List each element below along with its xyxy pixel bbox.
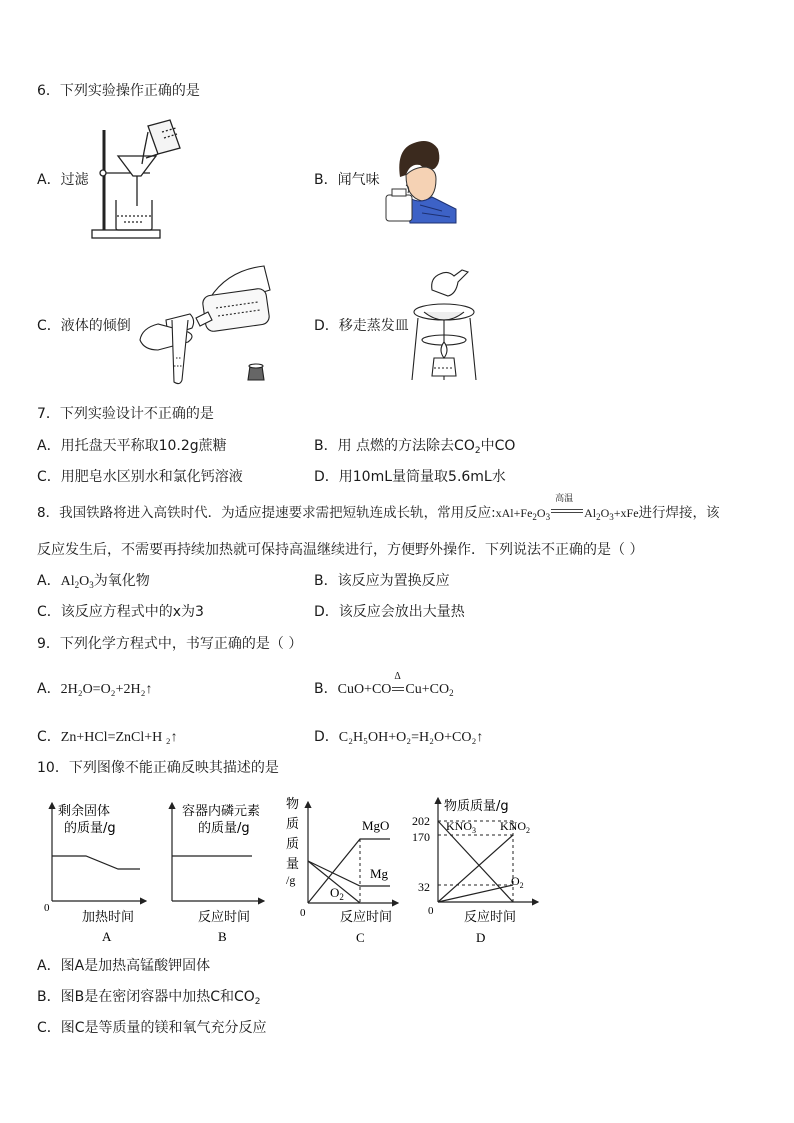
q10-option-a[interactable]: A．图A是加热高锰酸钾固体 (37, 958, 211, 974)
graph-c-caption: C (356, 930, 365, 945)
graph-d (408, 792, 544, 948)
q9-option-b[interactable]: B．CuO+CO Δ $Cu+CO_2$ (314, 671, 454, 698)
graph-d-tick-202: 202 (412, 814, 430, 828)
q6-option-a[interactable]: A．过滤 (37, 172, 89, 188)
pouring-liquid-illustration (138, 262, 278, 388)
q10-option-c[interactable]: C．图C是等质量的镁和氧气充分反应 (37, 1020, 267, 1036)
graph-d-ylabel: 物质质量/g (444, 799, 509, 814)
graph-b (158, 795, 280, 947)
q8-option-b[interactable]: B．该反应为置换反应 (314, 573, 450, 589)
graph-a-ylabel-1: 剩余固体 (58, 804, 111, 819)
graph-d-kno3-label: $KNO_3$ (446, 819, 476, 835)
q8-stem-line2: 反应发生后，不需要再持续加热就可保持高温继续进行，方便野外操作．下列说法不正确的是（ ） (37, 542, 644, 558)
q9-option-d[interactable]: D．C₂H₅OH+O₂=H₂O+CO₂↑ (314, 729, 484, 745)
graph-d-o2-line (438, 885, 513, 902)
q6-option-c[interactable]: C．液体的倾倒 (37, 318, 131, 334)
smelling-gas-illustration (380, 135, 460, 227)
q6-option-b[interactable]: B．闻气味 (314, 172, 380, 188)
graph-d-xlabel: 反应时间 (464, 910, 517, 925)
graph-a-caption: A (102, 929, 112, 944)
graph-c-mgo-label: MgO (362, 818, 390, 833)
q7-option-b[interactable]: B．用 点燃的方法除去$CO_2$中CO (314, 438, 516, 456)
q6-option-d[interactable]: D．移走蒸发皿 (314, 318, 409, 334)
filtration-apparatus-illustration (88, 118, 188, 243)
graph-d-kno2-line (438, 835, 513, 902)
graph-b-xlabel: 反应时间 (198, 910, 251, 925)
graph-a-curve (52, 856, 140, 869)
q7-option-a[interactable]: A．用托盘天平称取10.2g蔗糖 (37, 438, 227, 454)
graph-c-ylabel-5: /g (286, 873, 296, 887)
graph-c-o2-label: $O_2$ (330, 885, 344, 902)
graph-c-ylabel-2: 质 (286, 817, 300, 832)
graph-d-caption: D (476, 930, 486, 945)
graph-a-origin: 0 (44, 902, 50, 914)
graph-d-tick-170: 170 (412, 830, 430, 844)
q9-option-c[interactable]: C．Zn+HCl=ZnCl+H ₂↑ (37, 729, 178, 745)
graph-a-ylabel-2: 的质量/g (64, 821, 116, 836)
graph-a-xlabel: 加热时间 (82, 910, 135, 925)
q7-option-d[interactable]: D．用10mL量筒量取5.6mL水 (314, 469, 506, 485)
q9-stem: 9．下列化学方程式中，书写正确的是（ ） (37, 636, 303, 652)
graph-c (282, 792, 402, 948)
q7-stem: 7．下列实验设计不正确的是 (37, 406, 214, 422)
q8-option-c[interactable]: C．该反应方程式中的x为3 (37, 604, 204, 620)
q8-option-d[interactable]: D．该反应会放出大量热 (314, 604, 465, 620)
graph-b-ylabel-2: 的质量/g (198, 821, 250, 836)
q6-stem: 6．下列实验操作正确的是 (37, 83, 200, 99)
graph-b-ylabel-1: 容器内磷元素 (182, 804, 261, 819)
graph-c-ylabel-4: 量 (286, 857, 300, 872)
q8-stem-line1: 8．我国铁路将进入高铁时代．为适应提速要求需把短轨连成长轨，常用反应$:xAl+Fe_2O_3$ 高温 $Al_2O_3+xFe$进行焊接，该 (37, 494, 720, 522)
graph-c-ylabel-3: 质 (286, 837, 300, 852)
graph-c-mg-label: Mg (370, 866, 389, 881)
graph-c-ylabel-1: 物 (286, 797, 300, 812)
graph-d-o2-label: $O_2$ (511, 874, 524, 890)
q10-option-b[interactable]: B．图B是在密闭容器中加热C和$CO_2$ (37, 989, 261, 1007)
graph-c-origin: 0 (300, 907, 306, 919)
graph-b-caption: B (218, 929, 227, 944)
evaporating-dish-illustration (408, 268, 480, 384)
graph-d-tick-32: 32 (418, 880, 430, 894)
q10-stem: 10．下列图像不能正确反映其描述的是 (37, 760, 279, 776)
graph-a (30, 795, 152, 947)
graph-d-kno2-label: $KNO_2$ (500, 819, 530, 835)
graph-d-origin: 0 (428, 905, 434, 917)
q9-option-a[interactable]: A．2H₂O=O₂+2H₂↑ (37, 681, 153, 697)
q7-option-c[interactable]: C．用肥皂水区别水和氯化钙溶液 (37, 469, 243, 485)
q8-option-a[interactable]: A．$Al_2O_3$为氧化物 (37, 573, 150, 590)
graph-c-xlabel: 反应时间 (340, 910, 393, 925)
